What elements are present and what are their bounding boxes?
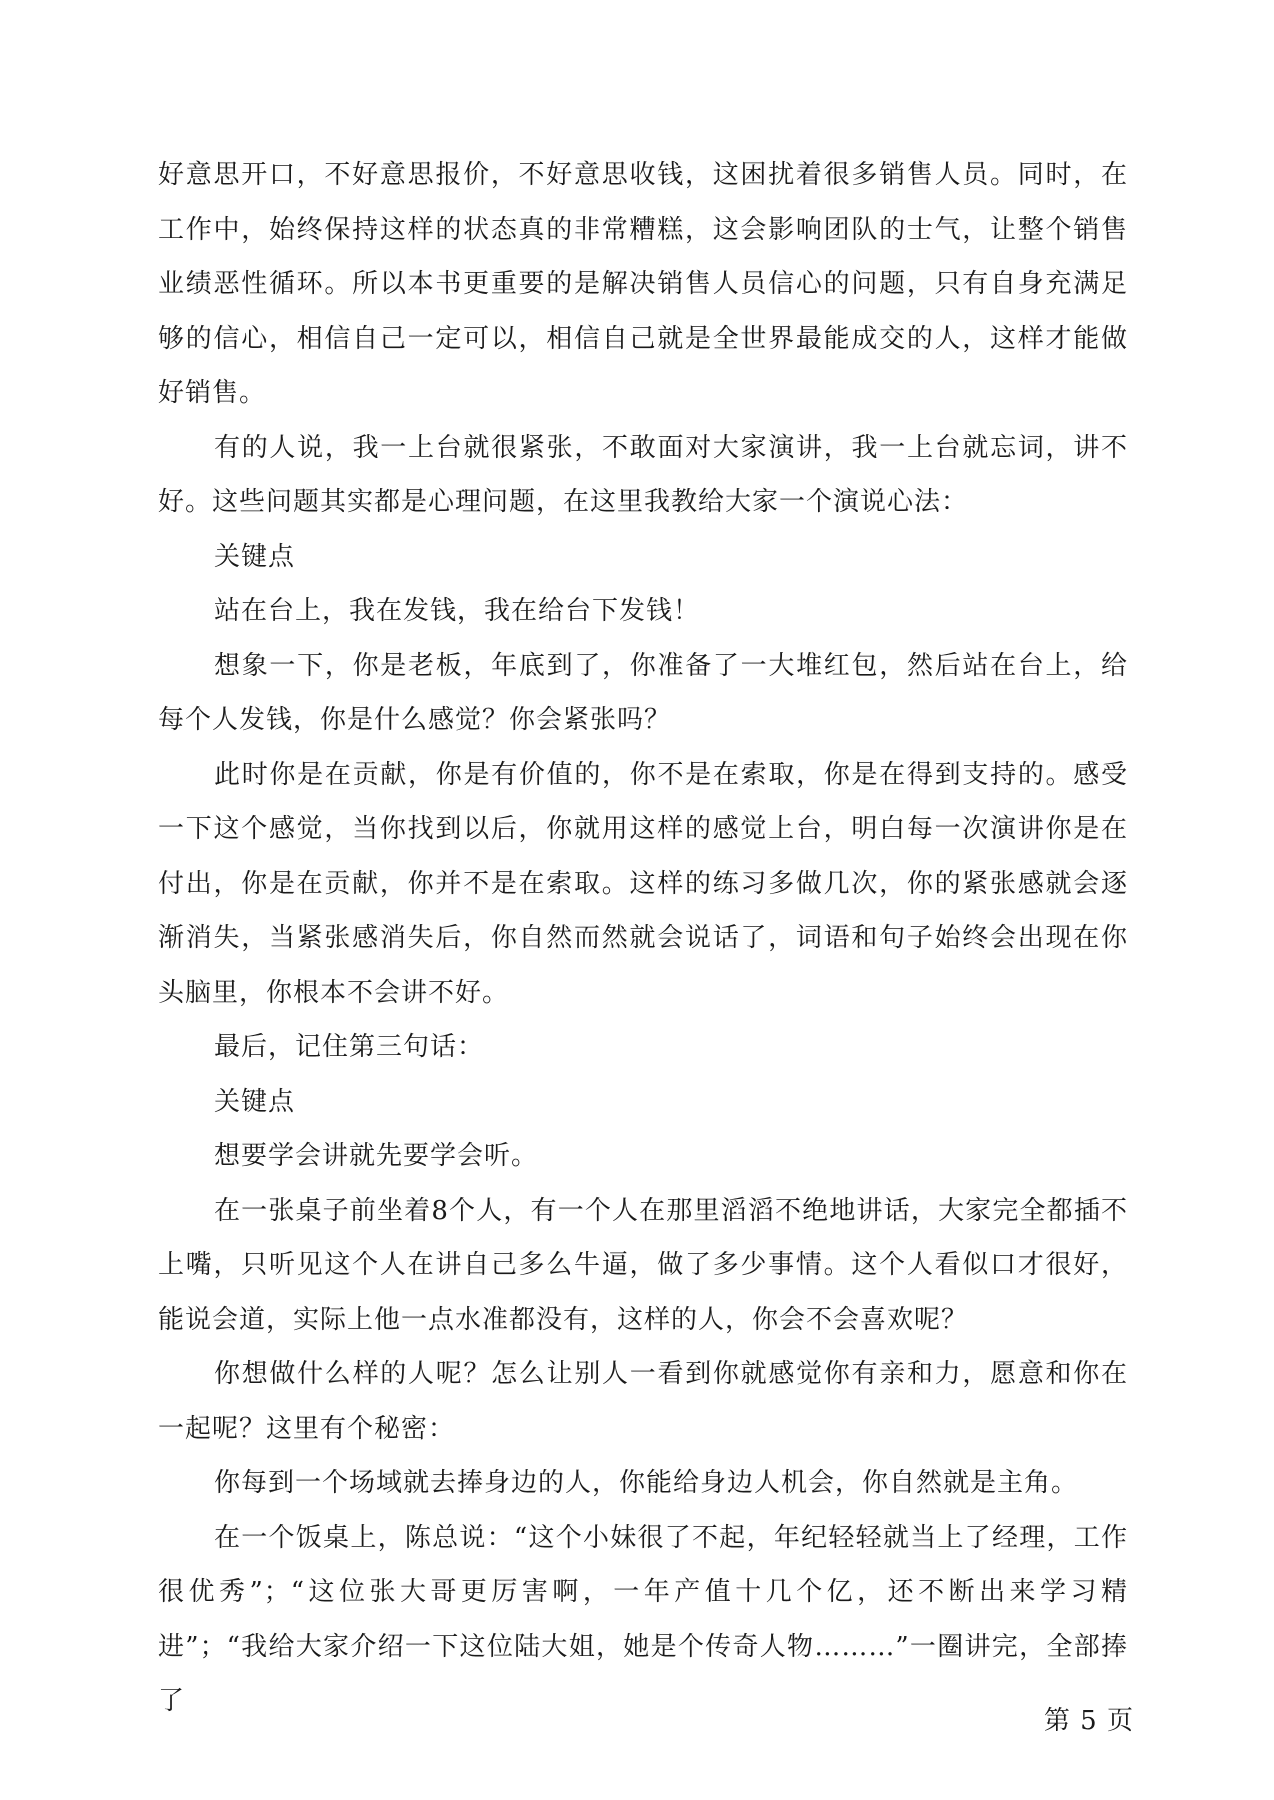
paragraph-5: 想象一下，你是老板，年底到了，你准备了一大堆红包，然后站在台上，给每个人发钱，你是什么感觉？你会紧张吗？ bbox=[158, 650, 1128, 735]
key-point-text-1: 站在台上，我在发钱，我在给台下发钱！ bbox=[214, 596, 701, 626]
paragraph-13: 在一个饭桌上，陈总说：“这个小妹很了不起，年纪轻轻就当上了经理，工作很优秀”；“这位张大哥更厉害啊，一年产值十几个亿，还不断出来学习精进”；“我给大家介绍一下这位陆大姐，她是个传奇人物………”一圈讲完，全部捧了 bbox=[158, 1522, 1128, 1716]
paragraph-10: 在一张桌子前坐着8个人，有一个人在那里滔滔不绝地讲话，大家完全都插不上嘴，只听见这个人在讲自己多么牛逼，做了多少事情。这个人看似口才很好，能说会道，实际上他一点水准都没有，这样的人，你会不会喜欢呢？ bbox=[158, 1195, 1128, 1335]
paragraph-2: 有的人说，我一上台就很紧张，不敢面对大家演讲，我一上台就忘词，讲不好。这些问题其实都是心理问题，在这里我教给大家一个演说心法： bbox=[158, 432, 1128, 517]
key-point-text-2: 想要学会讲就先要学会听。 bbox=[214, 1141, 539, 1171]
paragraph-7: 最后，记住第三句话： bbox=[214, 1032, 485, 1062]
body-text bbox=[158, 148, 1128, 1729]
key-point-heading-2: 关键点 bbox=[214, 1086, 296, 1117]
paragraph-11: 你想做什么样的人呢？怎么让别人一看到你就感觉你有亲和力，愿意和你在一起呢？这里有个秘密： bbox=[158, 1359, 1128, 1444]
paragraph-12: 你每到一个场域就去捧身边的人，你能给身边人机会，你自然就是主角。 bbox=[214, 1468, 1079, 1498]
page-number: 第 5 页 bbox=[1043, 1706, 1134, 1736]
key-point-heading-1: 关键点 bbox=[214, 541, 296, 572]
paragraph-6: 此时你是在贡献，你是有价值的，你不是在索取，你是在得到支持的。感受一下这个感觉，当你找到以后，你就用这样的感觉上台，明白每一次演讲你是在付出，你是在贡献，你并不是在索取。这样的练习多做几次，你的紧张感就会逐渐消失，当紧张感消失后，你自然而然就会说话了，词语和句子始终会出现在你头脑里，你根本不会讲不好。 bbox=[158, 759, 1128, 1008]
paragraph-1: 好意思开口，不好意思报价，不好意思收钱，这困扰着很多销售人员。同时，在工作中，始终保持这样的状态真的非常糟糕，这会影响团队的士气，让整个销售业绩恶性循环。所以本书更重要的是解决销售人员信心的问题，只有自身充满足够的信心，相信自己一定可以，相信自己就是全世界最能成交的人，这样才能做好销售。 bbox=[158, 160, 1128, 408]
